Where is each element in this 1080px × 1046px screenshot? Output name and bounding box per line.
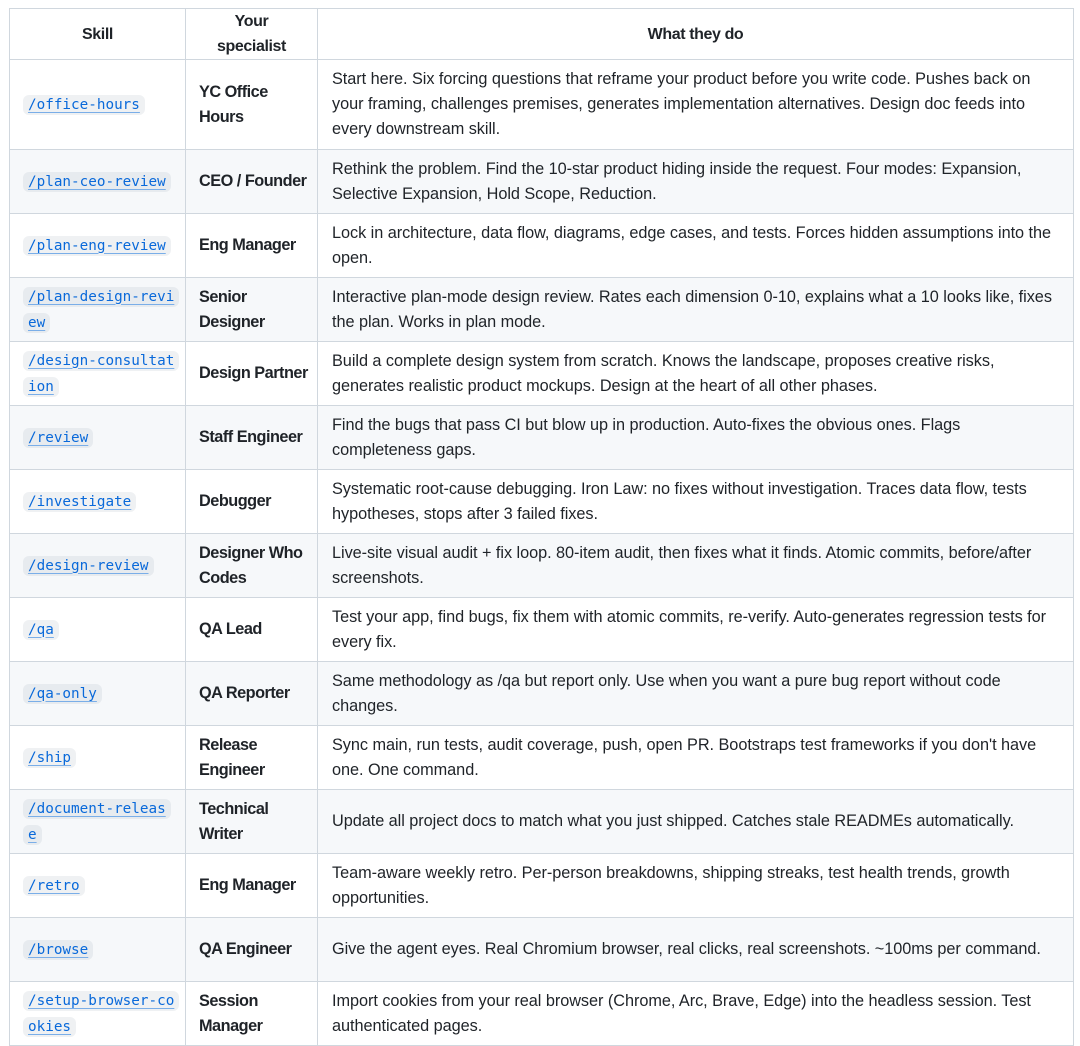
skill-cell xyxy=(10,598,186,662)
skill-cell xyxy=(10,470,186,534)
specialist-cell: QA Engineer xyxy=(186,918,318,982)
table-row xyxy=(10,534,1074,598)
table-row xyxy=(10,214,1074,278)
skill-cell xyxy=(10,726,186,790)
table-row xyxy=(10,60,1074,150)
description-cell: Lock in architecture, data flow, diagrams, edge cases, and tests. Forces hidden assumptions into the open. xyxy=(318,214,1074,278)
skill-cell xyxy=(10,982,186,1046)
specialist-cell: Release Engineer xyxy=(186,726,318,790)
header-skill: Skill xyxy=(10,9,186,60)
table-row xyxy=(10,150,1074,214)
specialist-cell: QA Reporter xyxy=(186,662,318,726)
description-cell: Live-site visual audit + fix loop. 80-item audit, then fixes what it finds. Atomic commits, before/after screenshots. xyxy=(318,534,1074,598)
skill-command-link[interactable]: /qa xyxy=(23,620,59,640)
description-cell: Update all project docs to match what you just shipped. Catches stale READMEs automatically. xyxy=(318,790,1074,854)
description-cell: Start here. Six forcing questions that reframe your product before you write code. Pushes back on your framing, challenges premises, generates implementation alternatives. Design doc feeds into every downstream skill. xyxy=(318,60,1074,150)
specialist-cell: Senior Designer xyxy=(186,278,318,342)
specialist-cell: Eng Manager xyxy=(186,214,318,278)
description-cell: Build a complete design system from scratch. Knows the landscape, proposes creative risks, generates realistic product mockups. Design at the heart of all other phases. xyxy=(318,342,1074,406)
skill-cell xyxy=(10,854,186,918)
skill-command-link[interactable]: /setup-browser-cookies xyxy=(23,991,179,1037)
skill-command-link[interactable]: /review xyxy=(23,428,93,448)
skill-cell xyxy=(10,278,186,342)
specialist-cell: Design Partner xyxy=(186,342,318,406)
description-cell: Import cookies from your real browser (Chrome, Arc, Brave, Edge) into the headless session. Test authenticated pages. xyxy=(318,982,1074,1046)
description-cell: Systematic root-cause debugging. Iron Law: no fixes without investigation. Traces data flow, tests hypotheses, stops after 3 failed fixes. xyxy=(318,470,1074,534)
skill-cell xyxy=(10,534,186,598)
skill-command-link[interactable]: /retro xyxy=(23,876,85,896)
description-cell: Team-aware weekly retro. Per-person breakdowns, shipping streaks, test health trends, growth opportunities. xyxy=(318,854,1074,918)
table-row xyxy=(10,406,1074,470)
skill-command-link[interactable]: /plan-ceo-review xyxy=(23,172,171,192)
description-cell: Same methodology as /qa but report only. Use when you want a pure bug report without code changes. xyxy=(318,662,1074,726)
description-cell: Give the agent eyes. Real Chromium browser, real clicks, real screenshots. ~100ms per command. xyxy=(318,918,1074,982)
description-cell: Test your app, find bugs, fix them with atomic commits, re-verify. Auto-generates regression tests for every fix. xyxy=(318,598,1074,662)
table-row xyxy=(10,918,1074,982)
table-row xyxy=(10,278,1074,342)
specialist-cell: Technical Writer xyxy=(186,790,318,854)
skill-cell xyxy=(10,918,186,982)
skill-cell xyxy=(10,406,186,470)
table-row xyxy=(10,854,1074,918)
skill-cell xyxy=(10,214,186,278)
specialist-cell: QA Lead xyxy=(186,598,318,662)
skill-command-link[interactable]: /ship xyxy=(23,748,76,768)
skill-cell xyxy=(10,150,186,214)
specialist-cell: Debugger xyxy=(186,470,318,534)
description-cell: Interactive plan-mode design review. Rates each dimension 0-10, explains what a 10 looks like, fixes the plan. Works in plan mode. xyxy=(318,278,1074,342)
specialist-cell: CEO / Founder xyxy=(186,150,318,214)
skill-cell xyxy=(10,342,186,406)
skill-command-link[interactable]: /design-consultation xyxy=(23,351,179,397)
table-row xyxy=(10,790,1074,854)
table-body xyxy=(10,60,1074,1046)
skill-command-link[interactable]: /plan-design-review xyxy=(23,287,179,333)
skill-cell xyxy=(10,60,186,150)
specialist-cell: YC Office Hours xyxy=(186,60,318,150)
skill-cell xyxy=(10,662,186,726)
table-header xyxy=(10,9,1074,60)
table-row xyxy=(10,982,1074,1046)
header-specialist: Your specialist xyxy=(186,9,318,60)
description-cell: Find the bugs that pass CI but blow up in production. Auto-fixes the obvious ones. Flags completeness gaps. xyxy=(318,406,1074,470)
skill-command-link[interactable]: /plan-eng-review xyxy=(23,236,171,256)
skill-command-link[interactable]: /qa-only xyxy=(23,684,102,704)
skills-table xyxy=(9,8,1074,1046)
table-row xyxy=(10,598,1074,662)
specialist-cell: Eng Manager xyxy=(186,854,318,918)
table-row xyxy=(10,342,1074,406)
specialist-cell: Staff Engineer xyxy=(186,406,318,470)
description-cell: Sync main, run tests, audit coverage, push, open PR. Bootstraps test frameworks if you don't have one. One command. xyxy=(318,726,1074,790)
table-row xyxy=(10,470,1074,534)
skill-command-link[interactable]: /investigate xyxy=(23,492,136,512)
description-cell: Rethink the problem. Find the 10-star product hiding inside the request. Four modes: Expansion, Selective Expansion, Hold Scope, Reduction. xyxy=(318,150,1074,214)
skill-command-link[interactable]: /document-release xyxy=(23,799,171,845)
header-description: What they do xyxy=(318,9,1074,60)
table-row xyxy=(10,662,1074,726)
specialist-cell: Session Manager xyxy=(186,982,318,1046)
skill-cell xyxy=(10,790,186,854)
table-row xyxy=(10,726,1074,790)
skill-command-link[interactable]: /office-hours xyxy=(23,95,145,115)
skill-command-link[interactable]: /design-review xyxy=(23,556,154,576)
skill-command-link[interactable]: /browse xyxy=(23,940,93,960)
specialist-cell: Designer Who Codes xyxy=(186,534,318,598)
